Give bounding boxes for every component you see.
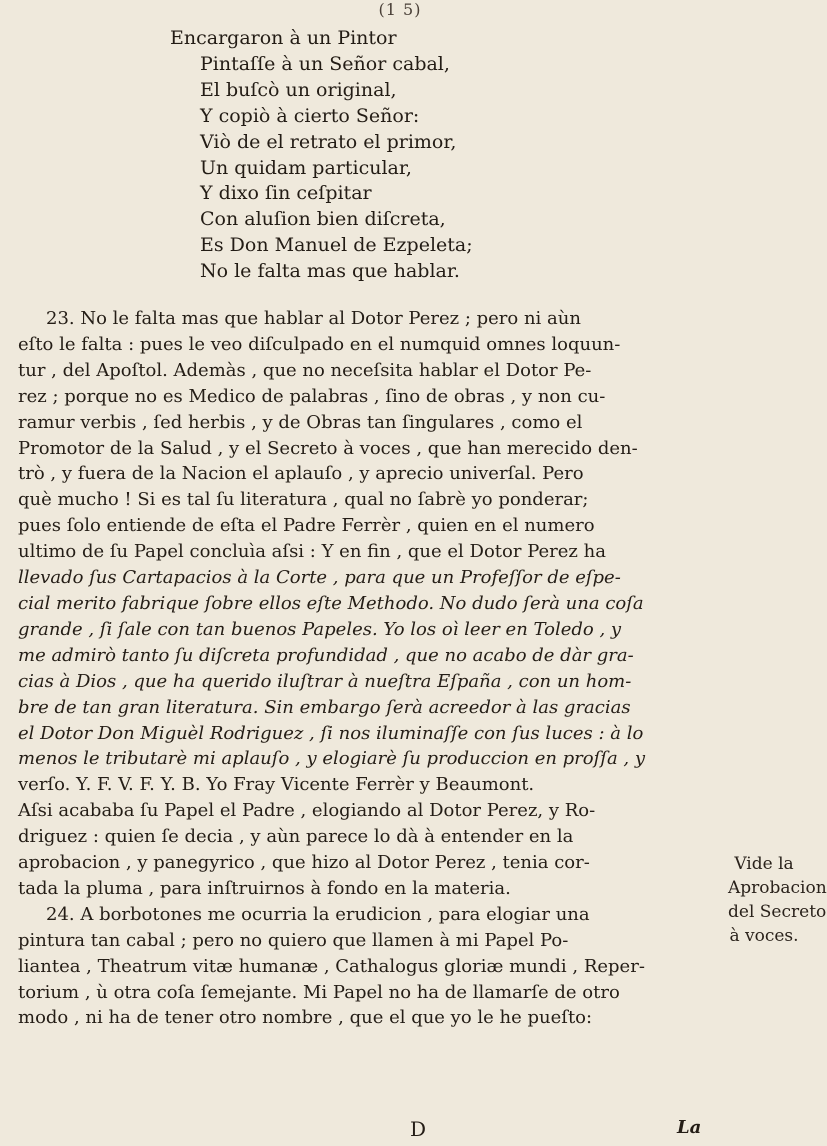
body-line: verſo. Y. F. V. F. Y. B. Yo Fray Vicente Ferrèr y Beaumont.: [18, 774, 535, 796]
quote-line: el Dotor Don Miguèl Rodriguez , ſi nos iluminaſſe con ſus luces : à lo: [18, 722, 644, 744]
verse-line: No le falta mas que hablar.: [200, 260, 460, 283]
verse-line: Y dixo ſin ceſpitar: [200, 182, 372, 205]
quote-line: grande , ſi ſale con tan buenos Papeles. Yo los oì leer en Toledo , y: [18, 618, 622, 640]
verse-line: Y copiò à cierto Señor:: [200, 104, 420, 127]
body-line: eſto le falta : pues le veo diſculpado en el numquid omnes loquun-: [18, 333, 621, 355]
body-line: torium , ù otra coſa ſemejante. Mi Papel no ha de llamarſe de otro: [18, 981, 620, 1003]
verse-line: Con aluſion bien diſcreta,: [200, 208, 446, 231]
quote-line: cial merito fabrique ſobre ellos eſte Methodo. No dudo ſerà una coſa: [18, 592, 644, 614]
body-line: Promotor de la Salud , y el Secreto à voces , que han merecido den-: [18, 437, 638, 459]
margin-note-line: Vide la: [734, 854, 794, 874]
body-line: pues ſolo entiende de eſta el Padre Ferrèr , quien en el numero: [18, 515, 595, 537]
verse-line: Es Don Manuel de Ezpeleta;: [200, 234, 473, 257]
quote-line: llevado ſus Cartapacios à la Corte , para que un Profeſſor de eſpe-: [18, 567, 621, 589]
page-number-header: (1 5): [378, 0, 422, 19]
body-line: trò , y fuera de la Nacion el aplauſo , y aprecio univerſal. Pero: [18, 463, 584, 485]
verse-line: Encargaron à un Pintor: [170, 27, 397, 49]
body-line: què mucho ! Si es tal ſu literatura , qual no ſabrè yo ponderar;: [18, 489, 589, 511]
margin-note-line: del Secreto: [728, 902, 827, 922]
body-line: rez ; porque no es Medico de palabras , ſino de obras , y non cu-: [18, 385, 606, 407]
body-line: aprobacion , y panegyrico , que hizo al Dotor Perez , tenia cor-: [18, 852, 590, 874]
body-text: [18, 306, 718, 1031]
verse-block: [170, 26, 738, 285]
verse-line: Pintaſſe à un Señor cabal,: [200, 52, 450, 75]
quote-line: bre de tan gran literatura. Sin embargo ſerà acreedor à las gracias: [18, 696, 631, 718]
verse-line: El buſcò un original,: [200, 78, 397, 101]
body-line: pintura tan cabal ; pero no quiero que llamen à mi Papel Po-: [18, 929, 569, 951]
body-line: modo , ni ha de tener otro nombre , que el que yo le he pueſto:: [18, 1007, 593, 1029]
quote-line: cias à Dios , que ha querido iluſtrar à nueſtra Eſpaña , con un hom-: [18, 670, 632, 692]
body-line: driguez : quien ſe decia , y aùn parece lo dà à entender en la: [18, 826, 574, 848]
margin-note: [728, 852, 827, 948]
margin-note-line: Aprobacion: [728, 878, 827, 898]
verse-line: Un quidam particular,: [200, 156, 412, 179]
body-line: Aſsi acababa ſu Papel el Padre , elogiando al Dotor Perez, y Ro-: [18, 800, 596, 822]
body-line: tur , del Apoſtol. Ademàs , que no neceſsita hablar el Dotor Pe-: [18, 359, 592, 381]
margin-note-line: à voces.: [729, 926, 799, 946]
catchword: La: [677, 1117, 702, 1138]
body-line: tada la pluma , para inſtruirnos à fondo en la materia.: [18, 877, 511, 899]
paragraph-24-line: 24. A borbotones me ocurria la erudicion , para elogiar una: [46, 903, 590, 925]
body-line: liantea , Theatrum vitæ humanæ , Cathalogus gloriæ mundi , Reper-: [18, 955, 645, 977]
signature-mark: D: [410, 1117, 427, 1141]
quote-line: me admirò tanto ſu diſcreta profundidad , que no acabo de dàr gra-: [18, 644, 634, 666]
paragraph-23-line: 23. No le falta mas que hablar al Dotor Perez ; pero ni aùn: [46, 308, 581, 329]
body-line: ramur verbis , ſed herbis , y de Obras tan ſingulares , como el: [18, 411, 583, 433]
verse-line: Viò de el retrato el primor,: [200, 130, 457, 153]
quote-line: menos le tributarè mi aplauſo , y elogiarè ſu produccion en proſſa , y: [18, 748, 646, 770]
body-line: ultimo de ſu Papel concluìa aſsi : Y en fin , que el Dotor Perez ha: [18, 541, 606, 563]
